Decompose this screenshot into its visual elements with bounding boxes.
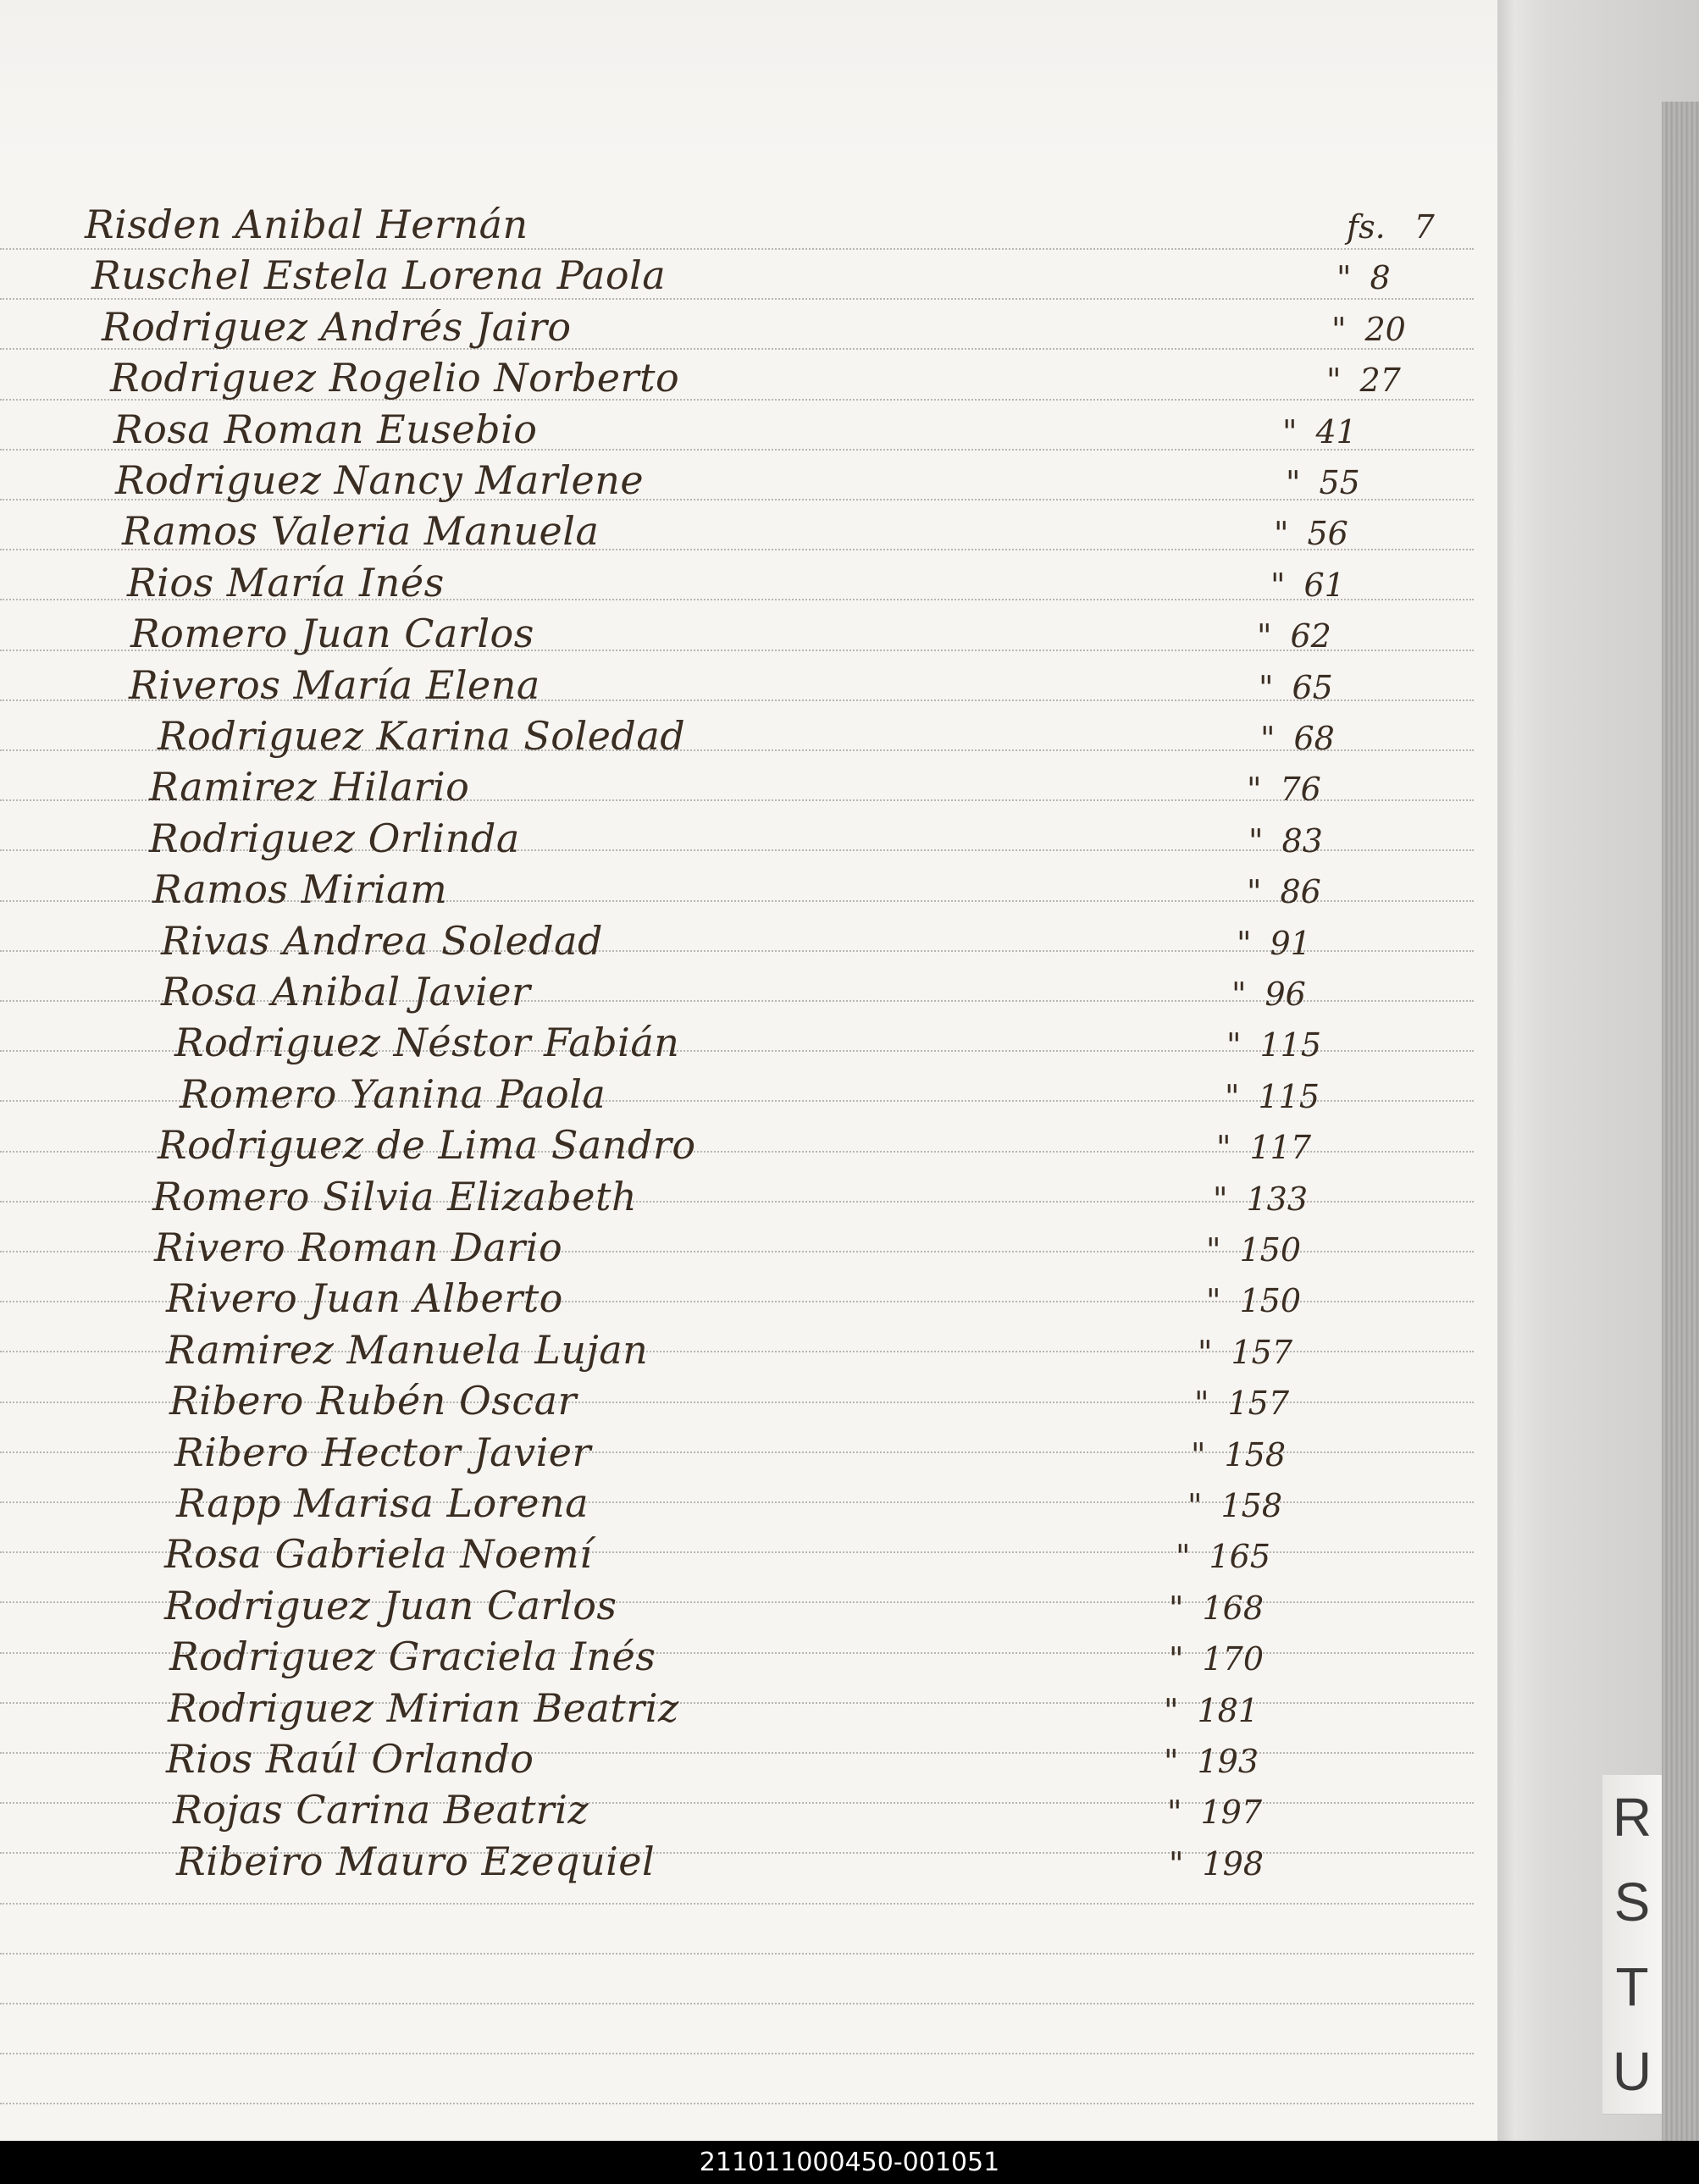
entry-name: Rojas Carina Beatriz	[173, 1787, 589, 1833]
ruled-line	[0, 298, 1474, 300]
entry-folio	[1282, 413, 1357, 451]
ditto-mark: "	[1286, 464, 1301, 501]
entry-folio	[1176, 1538, 1270, 1575]
entry-name: Riveros María Elena	[129, 661, 540, 708]
ditto-mark: "	[1274, 515, 1289, 553]
ditto-mark: "	[1337, 259, 1352, 297]
folio-number: 157	[1227, 1385, 1290, 1423]
folio-number: 181	[1197, 1691, 1259, 1729]
ditto-mark: "	[1260, 720, 1276, 757]
index-tab-t[interactable]: T	[1602, 1944, 1662, 2030]
entry-folio	[1164, 1692, 1259, 1729]
entry-name: Rivero Juan Alberto	[166, 1275, 563, 1322]
entry-folio	[1169, 1590, 1264, 1627]
ditto-mark: "	[1270, 566, 1286, 604]
folio-number: 62	[1290, 617, 1331, 655]
entry-folio	[1247, 873, 1321, 910]
entry-folio	[1169, 1640, 1264, 1678]
entry-folio	[1247, 771, 1321, 808]
folio-number: 68	[1293, 720, 1335, 757]
folio-number: 165	[1209, 1538, 1271, 1576]
entry-folio	[1286, 464, 1360, 501]
entry-name: Rodriguez Karina Soledad	[158, 713, 686, 759]
ditto-mark: "	[1164, 1743, 1179, 1780]
entry-folio	[1191, 1436, 1286, 1474]
folio-number: 158	[1224, 1435, 1287, 1474]
entry-name: Rodriguez Nancy Marlene	[115, 457, 645, 503]
folio-number: 115	[1258, 1077, 1320, 1115]
entry-name: Rodriguez de Lima Sandro	[158, 1122, 696, 1169]
folio-number: 61	[1303, 566, 1345, 604]
page-stack-edge	[1662, 102, 1699, 2141]
entry-name: Ramos Miriam	[152, 866, 448, 913]
ditto-mark: "	[1259, 668, 1274, 706]
entry-name: Rios Raúl Orlando	[166, 1736, 534, 1782]
folio-number: 150	[1239, 1282, 1302, 1320]
entry-name: Rodriguez Andrés Jairo	[102, 303, 572, 350]
index-tab-s[interactable]: S	[1602, 1860, 1662, 1945]
entry-folio	[1257, 617, 1331, 655]
ditto-mark: "	[1194, 1385, 1209, 1423]
entry-name: Rodriguez Rogelio Norberto	[110, 355, 680, 401]
ditto-mark: "	[1176, 1538, 1191, 1576]
folio-number: 96	[1265, 976, 1306, 1013]
ditto-mark: "	[1237, 924, 1252, 962]
folio-number: 41	[1315, 412, 1357, 451]
entry-name: Rios María Inés	[127, 559, 445, 605]
ditto-mark: "	[1198, 1333, 1213, 1371]
entry-name: Romero Silvia Elizabeth	[152, 1173, 638, 1219]
entry-name: Romero Yanina Paola	[180, 1070, 606, 1117]
entry-folio	[1213, 1180, 1308, 1218]
ruled-line	[0, 2053, 1474, 2054]
folio-number: 65	[1292, 668, 1333, 706]
entry-name: Rosa Gabriela Noemí	[164, 1531, 593, 1578]
entry-name: Ramos Valeria Manuela	[122, 508, 600, 555]
entry-name: Ruschel Estela Lorena Paola	[91, 252, 667, 299]
entry-folio	[1237, 925, 1311, 962]
entry-name: Rivas Andrea Soledad	[161, 917, 603, 964]
index-tab-u[interactable]: U	[1602, 2029, 1662, 2115]
folio-number: 198	[1202, 1844, 1265, 1883]
folio-number: 83	[1281, 821, 1323, 860]
entry-name: Rapp Marisa Lorena	[176, 1480, 589, 1526]
entry-name: Ramirez Hilario	[149, 764, 470, 810]
entry-folio	[1206, 1231, 1301, 1269]
entry-folio	[1167, 1794, 1262, 1831]
ditto-mark: "	[1247, 771, 1262, 809]
entry-folio	[1270, 567, 1345, 604]
folio-number: 7	[1414, 208, 1435, 246]
footer-id-bar	[0, 2141, 1699, 2184]
entry-folio	[1164, 1743, 1259, 1780]
folio-number: 76	[1280, 771, 1321, 809]
ruled-line	[0, 1903, 1474, 1905]
folio-number: 157	[1231, 1333, 1293, 1371]
ditto-mark: "	[1213, 1180, 1228, 1218]
ruled-line	[0, 2103, 1474, 2104]
entry-folio	[1169, 1845, 1264, 1883]
ditto-mark: "	[1164, 1691, 1179, 1729]
ditto-mark: "	[1169, 1640, 1184, 1678]
entry-name: Risden Anibal Hernán	[85, 202, 529, 247]
entry-name: Romero Juan Carlos	[130, 611, 534, 657]
entry-folio	[1206, 1282, 1301, 1319]
entry-folio	[1337, 259, 1391, 296]
entry-folio	[1231, 976, 1306, 1013]
entry-folio	[1198, 1334, 1292, 1371]
entry-folio	[1331, 311, 1406, 348]
entry-folio	[1248, 822, 1323, 860]
folio-number: 193	[1197, 1743, 1259, 1780]
folio-number: 150	[1239, 1231, 1302, 1269]
entry-name: Rosa Roman Eusebio	[113, 406, 538, 452]
ditto-mark: "	[1169, 1589, 1184, 1627]
folio-number: 56	[1307, 515, 1348, 553]
entry-folio	[1274, 515, 1348, 552]
folio-number: 27	[1359, 362, 1401, 400]
folio-number: 197	[1200, 1794, 1263, 1832]
footer-id: 211011000450-001051	[699, 2148, 1000, 2177]
folio-number: 117	[1249, 1129, 1312, 1167]
entry-folio	[1347, 208, 1435, 246]
entry-name: Rodriguez Mirian Beatriz	[168, 1684, 679, 1731]
folio-number: 133	[1246, 1180, 1309, 1218]
ditto-mark: "	[1247, 873, 1262, 911]
entry-name: Rodriguez Juan Carlos	[164, 1582, 617, 1628]
entry-folio	[1260, 720, 1335, 757]
folio-number: 8	[1370, 259, 1391, 297]
folio-number: 115	[1259, 1026, 1322, 1064]
entry-folio	[1226, 1026, 1321, 1064]
ditto-mark: "	[1169, 1844, 1184, 1883]
ditto-mark: "	[1257, 617, 1272, 655]
entry-name: Rodriguez Orlinda	[149, 815, 520, 861]
ditto-mark: "	[1282, 412, 1298, 451]
index-tab-r[interactable]: R	[1602, 1775, 1662, 1861]
ruled-line	[0, 248, 1474, 250]
entry-name: Ramirez Manuela Lujan	[166, 1326, 649, 1373]
folio-number: 55	[1319, 464, 1360, 501]
ditto-mark: "	[1331, 310, 1347, 348]
entry-name: Ribeiro Mauro Ezequiel	[176, 1838, 656, 1884]
ruled-line	[0, 2003, 1474, 2004]
ditto-mark: "	[1231, 976, 1247, 1013]
folio-number: 170	[1202, 1640, 1265, 1678]
ditto-mark: "	[1191, 1435, 1206, 1474]
ditto-mark: "	[1248, 821, 1264, 860]
entry-folio	[1259, 669, 1333, 706]
entry-folio	[1187, 1487, 1282, 1524]
entry-name: Rodriguez Néstor Fabián	[174, 1020, 680, 1066]
entry-name: Ribero Rubén Oscar	[169, 1378, 577, 1424]
folio-number: 86	[1280, 873, 1321, 911]
entry-name: Rodriguez Graciela Inés	[169, 1634, 656, 1680]
ditto-mark: "	[1206, 1231, 1221, 1269]
ditto-mark: "	[1167, 1794, 1182, 1832]
ditto-mark: "	[1187, 1487, 1203, 1524]
ditto-mark: "	[1216, 1129, 1231, 1167]
ditto-mark: "	[1225, 1077, 1240, 1115]
entry-name: Rosa Anibal Javier	[161, 969, 531, 1015]
entry-folio	[1194, 1385, 1289, 1422]
entry-folio	[1225, 1078, 1320, 1115]
ruled-line	[0, 1953, 1474, 1955]
entry-folio	[1216, 1129, 1311, 1166]
ditto-mark: "	[1326, 362, 1342, 400]
entry-name: Rivero Roman Dario	[154, 1225, 563, 1270]
folio-number: 158	[1220, 1487, 1283, 1524]
entry-name: Ribero Hector Javier	[174, 1429, 591, 1475]
folio-number: 91	[1270, 924, 1311, 962]
ditto-mark: "	[1206, 1282, 1221, 1320]
entry-folio	[1326, 362, 1401, 399]
folio-number: 168	[1202, 1589, 1265, 1627]
folio-marker: fs.	[1347, 208, 1386, 246]
ditto-mark: "	[1226, 1026, 1242, 1064]
folio-number: 20	[1364, 310, 1406, 348]
